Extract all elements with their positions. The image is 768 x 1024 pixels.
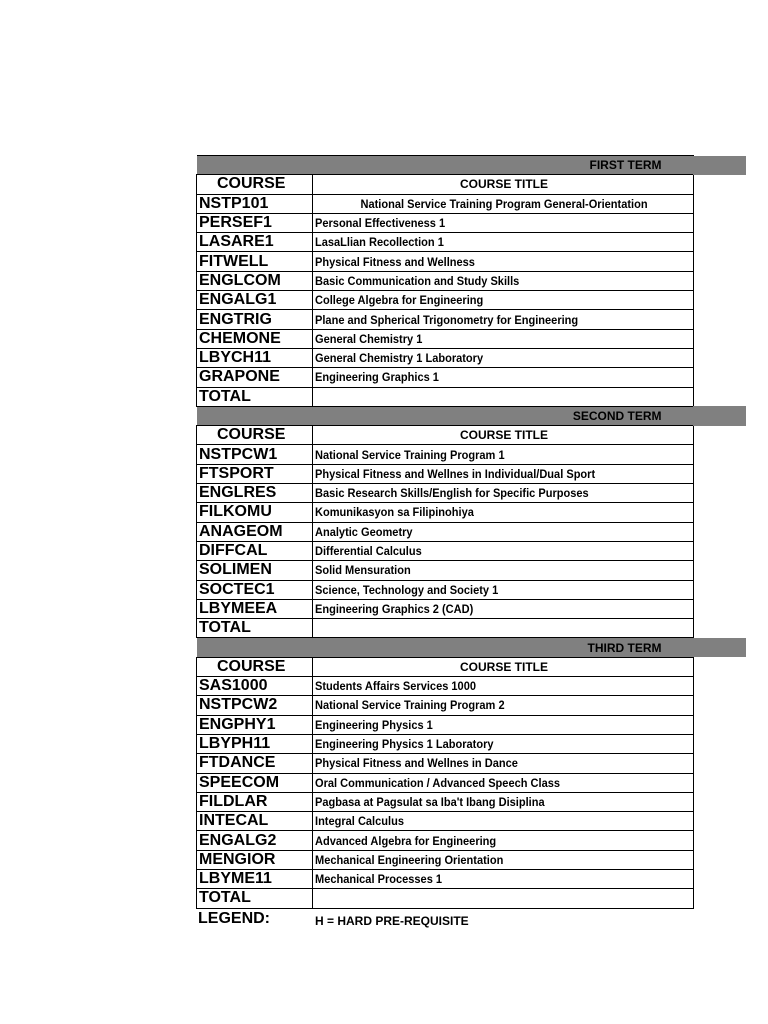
course-code: FILDLAR	[197, 792, 313, 811]
term-header-row	[197, 638, 694, 657]
course-title-cell	[313, 677, 694, 696]
course-row	[197, 599, 694, 618]
course-title: Komunikasyon sa Filipinohiya	[315, 505, 474, 520]
course-title: General Chemistry 1 Laboratory	[315, 351, 484, 366]
course-title: Solid Mensuration	[315, 563, 411, 578]
course-title: Engineering Graphics 2 (CAD)	[315, 601, 474, 616]
course-title: Students Affairs Services 1000	[315, 679, 476, 694]
total-row	[197, 889, 694, 908]
course-title: Physical Fitness and Wellnes in Individual/Dual Sport	[315, 466, 596, 481]
course-row	[197, 445, 694, 464]
course-title-cell	[313, 503, 694, 522]
course-title-cell	[313, 696, 694, 715]
course-title-cell	[313, 310, 694, 329]
course-code: ENGLRES	[197, 484, 313, 503]
course-row	[197, 348, 694, 367]
course-row	[197, 310, 694, 329]
course-code: FITWELL	[197, 252, 313, 271]
course-title: Engineering Physics 1	[315, 717, 433, 732]
course-code: LBYME11	[197, 869, 313, 888]
course-title: College Algebra for Engineering	[315, 293, 484, 308]
course-title-cell	[313, 271, 694, 290]
course-code: NSTPCW1	[197, 445, 313, 464]
course-title-cell	[313, 329, 694, 348]
course-row	[197, 194, 694, 213]
course-title: Physical Fitness and Wellnes in Dance	[315, 756, 518, 771]
course-title: Basic Communication and Study Skills	[315, 273, 520, 288]
course-title-cell	[313, 368, 694, 387]
course-title-cell	[313, 792, 694, 811]
course-title: Engineering Physics 1 Laboratory	[315, 737, 494, 752]
term-header-row	[197, 406, 694, 425]
course-row	[197, 252, 694, 271]
course-title-cell	[313, 194, 694, 213]
course-title: General Chemistry 1	[315, 331, 423, 346]
course-title-cell	[313, 348, 694, 367]
course-title-cell	[313, 599, 694, 618]
course-row	[197, 715, 694, 734]
course-title-cell	[313, 889, 694, 908]
course-title: Plane and Spherical Trigonometry for Engineering	[315, 312, 579, 327]
total-row	[197, 619, 694, 638]
column-header-course-title: COURSE TITLE	[313, 657, 694, 676]
course-row	[197, 271, 694, 290]
course-title: Basic Research Skills/English for Specific Purposes	[315, 486, 589, 501]
course-code: LASARE1	[197, 233, 313, 252]
course-row	[197, 677, 694, 696]
course-row	[197, 503, 694, 522]
course-code: INTECAL	[197, 812, 313, 831]
course-code: NSTP101	[197, 194, 313, 213]
course-row	[197, 869, 694, 888]
course-row	[197, 734, 694, 753]
course-title-cell	[313, 831, 694, 850]
course-code: PERSEF1	[197, 213, 313, 232]
course-title-cell	[313, 445, 694, 464]
course-row	[197, 522, 694, 541]
course-title-cell	[313, 734, 694, 753]
course-title: Pagbasa at Pagsulat sa Iba't Ibang Disiplina	[315, 794, 545, 809]
term-bar-extension	[693, 156, 746, 175]
column-header-row	[197, 175, 694, 194]
course-title: LasaLlian Recollection 1	[315, 235, 444, 250]
course-title-cell	[313, 387, 694, 406]
course-row	[197, 850, 694, 869]
term-name: SECOND TERM	[197, 406, 694, 425]
course-title: Engineering Graphics 1	[315, 370, 439, 385]
term-header-row	[197, 156, 694, 175]
course-title-cell	[313, 580, 694, 599]
course-code: TOTAL	[197, 387, 313, 406]
course-title: Science, Technology and Society 1	[315, 582, 499, 597]
course-row	[197, 233, 694, 252]
curriculum-table-body	[197, 156, 694, 909]
course-title: National Service Training Program 2	[315, 698, 505, 713]
course-row	[197, 773, 694, 792]
course-row	[197, 368, 694, 387]
column-header-course-title: COURSE TITLE	[313, 175, 694, 194]
course-title-cell	[313, 773, 694, 792]
course-row	[197, 561, 694, 580]
course-title: Analytic Geometry	[315, 524, 413, 539]
course-title: Physical Fitness and Wellness	[315, 254, 475, 269]
course-code: TOTAL	[197, 889, 313, 908]
course-title-cell	[313, 213, 694, 232]
course-row	[197, 580, 694, 599]
course-title-cell	[313, 869, 694, 888]
course-row	[197, 696, 694, 715]
course-row	[197, 213, 694, 232]
course-title-cell	[313, 233, 694, 252]
course-row	[197, 831, 694, 850]
course-code: LBYMEEA	[197, 599, 313, 618]
course-title: National Service Training Program 1	[315, 447, 505, 462]
term-bar-extension	[693, 638, 746, 657]
course-title: National Service Training Program General-Orientation	[360, 196, 648, 211]
course-title: Integral Calculus	[315, 814, 404, 829]
course-row	[197, 541, 694, 560]
course-title-cell	[313, 252, 694, 271]
course-row	[197, 484, 694, 503]
course-code: SOLIMEN	[197, 561, 313, 580]
course-title-cell	[313, 754, 694, 773]
course-code: FTDANCE	[197, 754, 313, 773]
course-title: Oral Communication / Advanced Speech Class	[315, 775, 560, 790]
course-code: ENGLCOM	[197, 271, 313, 290]
legend-text: H = HARD PRE-REQUISITE	[315, 914, 469, 928]
total-row	[197, 387, 694, 406]
course-code: ENGALG1	[197, 291, 313, 310]
course-code: ANAGEOM	[197, 522, 313, 541]
course-code: NSTPCW2	[197, 696, 313, 715]
course-code: GRAPONE	[197, 368, 313, 387]
course-code: ENGPHY1	[197, 715, 313, 734]
course-title-cell	[313, 464, 694, 483]
term-name: FIRST TERM	[197, 156, 694, 175]
column-header-course: COURSE	[197, 657, 313, 676]
course-title-cell	[313, 561, 694, 580]
course-code: FILKOMU	[197, 503, 313, 522]
course-row	[197, 329, 694, 348]
course-title: Advanced Algebra for Engineering	[315, 833, 497, 848]
term-name: THIRD TERM	[197, 638, 694, 657]
column-header-course: COURSE	[197, 426, 313, 445]
course-title-cell	[313, 291, 694, 310]
legend-label: LEGEND:	[198, 910, 270, 927]
course-title-cell	[313, 484, 694, 503]
course-title-cell	[313, 850, 694, 869]
course-row	[197, 754, 694, 773]
course-title: Mechanical Processes 1	[315, 872, 443, 887]
course-code: MENGIOR	[197, 850, 313, 869]
column-header-course: COURSE	[197, 175, 313, 194]
course-title: Mechanical Engineering Orientation	[315, 852, 504, 867]
course-code: LBYCH11	[197, 348, 313, 367]
course-code: LBYPH11	[197, 734, 313, 753]
course-code: ENGALG2	[197, 831, 313, 850]
course-code: TOTAL	[197, 619, 313, 638]
course-code: CHEMONE	[197, 329, 313, 348]
course-code: DIFFCAL	[197, 541, 313, 560]
course-title: Personal Effectiveness 1	[315, 216, 446, 231]
course-code: ENGTRIG	[197, 310, 313, 329]
course-title-cell	[313, 522, 694, 541]
course-row	[197, 291, 694, 310]
column-header-row	[197, 657, 694, 676]
column-header-course-title: COURSE TITLE	[313, 426, 694, 445]
course-code: SPEECOM	[197, 773, 313, 792]
course-row	[197, 464, 694, 483]
term-bar-extension	[693, 406, 746, 425]
curriculum-table	[196, 155, 694, 909]
course-title-cell	[313, 619, 694, 638]
course-title: Differential Calculus	[315, 544, 422, 559]
column-header-row	[197, 426, 694, 445]
course-title-cell	[313, 715, 694, 734]
course-code: SAS1000	[197, 677, 313, 696]
course-code: SOCTEC1	[197, 580, 313, 599]
course-row	[197, 792, 694, 811]
course-title-cell	[313, 541, 694, 560]
course-title-cell	[313, 812, 694, 831]
course-row	[197, 812, 694, 831]
course-code: FTSPORT	[197, 464, 313, 483]
